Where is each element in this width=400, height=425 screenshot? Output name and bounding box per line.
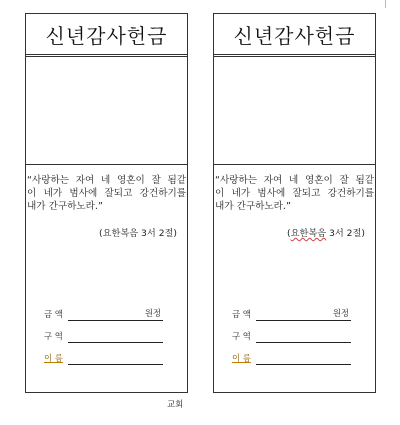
offering-envelope-right: [213, 13, 376, 393]
district-blank[interactable]: [68, 333, 163, 343]
reference-book-spellcheck-flagged: 요한복음: [290, 228, 327, 239]
name-label: 이 름: [232, 353, 251, 363]
district-label: 구 역: [44, 331, 63, 341]
offering-envelope-left: [25, 13, 188, 393]
amount-unit: 원정: [332, 308, 349, 318]
envelope-fields: [44, 299, 177, 365]
district-label: 구 역: [232, 331, 251, 341]
district-row: [44, 321, 177, 343]
reference-prefix: (: [287, 228, 291, 239]
amount-blank[interactable]: [256, 308, 351, 321]
bible-verse: [27, 174, 186, 213]
envelope-blank-box: [214, 58, 375, 165]
verse-reference: [287, 225, 365, 239]
amount-label: 금 액: [232, 309, 251, 319]
reference-suffix: 3서 2절): [326, 228, 365, 239]
envelope-title: 신년감사헌금: [26, 14, 187, 57]
verse-line: “사랑하는 자여 네 영혼이 잘 됨같: [27, 175, 186, 186]
amount-row: [232, 299, 365, 321]
envelope-fields: [232, 299, 365, 365]
envelope-title: 신년감사헌금: [214, 14, 375, 57]
verse-reference: (요한복음 3서 2절): [99, 228, 177, 239]
amount-row: [44, 299, 177, 321]
verse-line: 내가 간구하노라.”: [27, 201, 103, 212]
verse-line: 내가 간구하노라.”: [215, 201, 291, 212]
verse-line: “사랑하는 자여 네 영혼이 잘 됨같: [215, 175, 374, 186]
name-row: [44, 343, 177, 365]
name-row: [232, 343, 365, 365]
name-blank[interactable]: [256, 355, 351, 365]
amount-unit: 원정: [144, 308, 161, 318]
page-corner-mark: [385, 0, 386, 8]
church-label: 교회: [167, 399, 184, 409]
verse-line: 이 네가 범사에 잘되고 강건하기를: [27, 188, 186, 199]
amount-blank[interactable]: [68, 308, 163, 321]
bible-verse: [215, 174, 374, 213]
district-row: [232, 321, 365, 343]
district-blank[interactable]: [256, 333, 351, 343]
verse-line: 이 네가 범사에 잘되고 강건하기를: [215, 188, 374, 199]
name-blank[interactable]: [68, 355, 163, 365]
envelope-blank-box: [26, 58, 187, 165]
name-label: 이 름: [44, 353, 63, 363]
amount-label: 금 액: [44, 309, 63, 319]
